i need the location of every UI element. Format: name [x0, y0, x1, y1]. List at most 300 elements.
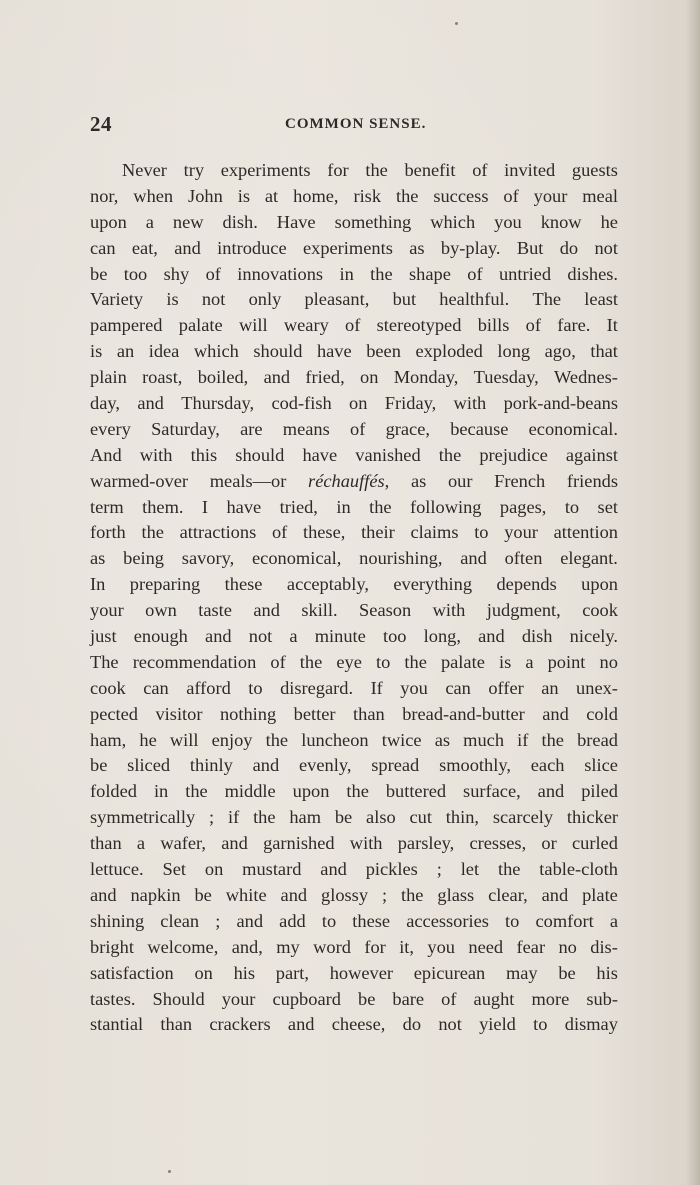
word: roast,	[142, 367, 183, 388]
word: The	[90, 651, 119, 672]
word: elegant.	[560, 548, 618, 569]
word: in	[336, 496, 351, 517]
word: thin,	[445, 807, 480, 828]
word: have	[226, 496, 262, 517]
word: a	[136, 833, 146, 854]
word: it,	[399, 936, 415, 957]
word: much	[463, 729, 505, 750]
word: be	[90, 263, 108, 284]
paper-speck	[168, 1170, 171, 1173]
word: if	[228, 807, 240, 828]
word: shining	[90, 910, 145, 931]
word: prejudice	[479, 444, 548, 465]
word: comfort	[535, 910, 594, 931]
word: healthful.	[439, 289, 510, 310]
word: cheese,	[331, 1014, 386, 1035]
word: often	[504, 548, 543, 569]
word: means	[282, 418, 330, 439]
word: their	[361, 522, 395, 543]
word: Should	[152, 988, 205, 1009]
word: upon	[90, 211, 127, 232]
word: try	[183, 160, 205, 180]
word: to	[321, 910, 337, 931]
text-line	[90, 857, 618, 883]
word: your	[90, 600, 124, 621]
word: ham,	[90, 729, 127, 750]
text-line	[90, 961, 618, 987]
word: fare.	[557, 315, 591, 336]
word: savory,	[181, 548, 235, 569]
word: the	[369, 496, 392, 517]
word: boiled,	[197, 367, 249, 388]
word: invited	[504, 160, 556, 180]
word: dish.	[222, 211, 258, 232]
word: the	[346, 781, 369, 802]
word: nothing	[219, 703, 277, 724]
word: to	[474, 522, 489, 543]
word: you	[427, 936, 455, 957]
word: Tuesday,	[473, 367, 539, 388]
word: is	[90, 341, 103, 362]
word: point	[547, 651, 586, 672]
word: no	[599, 651, 618, 672]
word: plain	[90, 367, 127, 388]
word: disregard.	[280, 677, 354, 698]
word: least	[584, 289, 618, 310]
word: and	[236, 910, 264, 931]
word: bright	[90, 936, 134, 957]
word: these,	[302, 522, 346, 543]
word: nor,	[90, 185, 119, 206]
word: pleasant,	[304, 289, 370, 310]
word: The	[532, 289, 562, 310]
word: thinly	[189, 755, 233, 776]
word: plate	[582, 884, 618, 905]
word: fear	[516, 936, 546, 957]
word: the	[497, 859, 521, 880]
word: aught	[473, 988, 515, 1009]
word: only	[248, 289, 282, 310]
word: of	[503, 185, 519, 206]
word: minute	[314, 626, 366, 647]
word: pork-and-beans	[503, 393, 618, 414]
word: nourishing,	[359, 548, 443, 569]
word: of	[525, 315, 541, 336]
word: at	[264, 185, 279, 206]
word: word	[313, 936, 351, 957]
word: and	[253, 600, 280, 621]
word: eye	[336, 651, 362, 672]
text-line	[90, 779, 618, 805]
word: buttered	[385, 781, 447, 802]
word: and	[478, 626, 505, 647]
word: And	[90, 444, 122, 465]
text-line	[90, 702, 618, 728]
word: of	[345, 315, 361, 336]
word: napkin	[130, 884, 181, 905]
word: on	[204, 859, 224, 880]
word: may	[505, 962, 538, 983]
word: bread-and-butter	[402, 703, 525, 724]
word: and	[542, 703, 569, 724]
text-line	[90, 339, 618, 365]
word: glossy	[321, 884, 369, 905]
word: against	[565, 444, 618, 465]
word: satisfaction	[90, 962, 174, 983]
word: and	[221, 833, 248, 854]
word: each	[530, 755, 565, 776]
word: let	[460, 859, 480, 880]
text-line	[90, 987, 618, 1013]
word: you	[400, 677, 428, 698]
word: more	[531, 988, 570, 1009]
word: ;	[215, 910, 221, 931]
word: being	[123, 548, 164, 569]
word: smoothly,	[439, 755, 511, 776]
word: have	[316, 341, 352, 362]
word: than	[90, 833, 122, 854]
word: the	[299, 651, 323, 672]
word: experiments	[302, 237, 393, 258]
word: lettuce.	[90, 859, 144, 880]
text-line	[90, 624, 618, 650]
word: introduce	[217, 237, 287, 258]
word: is	[498, 651, 512, 672]
word: exploded	[415, 341, 483, 362]
word: home,	[293, 185, 339, 206]
text-line	[90, 262, 618, 288]
word: But	[516, 237, 544, 258]
word: of	[441, 988, 457, 1009]
word: ;	[209, 807, 215, 828]
word: dish	[521, 626, 553, 647]
word: idea	[148, 341, 180, 362]
word: ;	[381, 884, 388, 905]
word: and	[280, 884, 308, 905]
word: your	[504, 522, 538, 543]
word: recommendation	[132, 651, 257, 672]
word: long,	[423, 626, 461, 647]
word: long	[497, 341, 531, 362]
word: your	[221, 988, 256, 1009]
word: and	[460, 548, 487, 569]
word: cod-fish	[271, 393, 332, 414]
word: pampered	[90, 315, 163, 336]
word: but	[392, 289, 417, 310]
word: as	[434, 729, 451, 750]
word: than	[353, 703, 385, 724]
word: stereotyped	[376, 315, 462, 336]
word: better	[293, 703, 336, 724]
word: clean	[160, 910, 200, 931]
word: pickles	[365, 859, 418, 880]
word: he	[600, 211, 618, 232]
word: the	[365, 160, 388, 180]
word: economical.	[528, 418, 618, 439]
word: be	[334, 807, 353, 828]
word: white	[225, 884, 267, 905]
word: also	[366, 807, 396, 828]
word: in	[153, 781, 169, 802]
word: dishes.	[567, 263, 618, 284]
word: of	[472, 160, 488, 180]
word: you	[494, 211, 522, 232]
word: the	[185, 781, 208, 802]
word: Thursday,	[181, 393, 255, 414]
word: tastes.	[90, 988, 136, 1009]
word: with	[453, 393, 487, 414]
word: will	[169, 729, 199, 750]
word: my	[276, 936, 300, 957]
word: the	[253, 807, 276, 828]
word: welcome,	[147, 936, 219, 957]
word: to	[375, 651, 391, 672]
word: not	[201, 289, 226, 310]
word: It	[606, 315, 618, 336]
text-line	[90, 469, 618, 495]
word: upon	[292, 781, 330, 802]
word: and	[205, 626, 232, 647]
word: cold	[586, 703, 618, 724]
word: French	[494, 470, 546, 491]
word: and	[174, 237, 201, 258]
word: evenly,	[299, 755, 352, 776]
word: friends	[566, 470, 618, 491]
word: of	[350, 418, 366, 439]
page-edge-shadow	[686, 0, 700, 1185]
word: fried,	[305, 367, 345, 388]
word: not	[594, 237, 618, 258]
word: not	[248, 626, 273, 647]
word: Monday,	[393, 367, 459, 388]
page-header	[90, 112, 618, 138]
word: the	[395, 185, 419, 206]
word: claims	[410, 522, 459, 543]
word: skill.	[301, 600, 338, 621]
word: is	[237, 185, 250, 206]
text-line	[90, 650, 618, 676]
text-line	[90, 728, 618, 754]
text-line	[90, 572, 618, 598]
word: preparing	[129, 574, 201, 595]
word: and	[90, 884, 117, 905]
word: upon	[581, 574, 618, 595]
word: own	[145, 600, 177, 621]
word: ham	[289, 807, 322, 828]
word: offer	[488, 677, 524, 698]
word: than	[160, 1014, 193, 1035]
word: risk	[353, 185, 382, 206]
word: middle	[224, 781, 276, 802]
word: enough	[133, 626, 188, 647]
word: need	[468, 936, 504, 957]
word: the	[438, 444, 462, 465]
word: an	[116, 341, 135, 362]
word: or	[541, 833, 557, 854]
word: and	[537, 781, 565, 802]
word: to	[248, 677, 263, 698]
word: on	[349, 393, 368, 414]
word: cut	[409, 807, 432, 828]
word: as	[410, 470, 427, 491]
word: depends	[496, 574, 557, 595]
word: Season	[359, 600, 412, 621]
text-line	[90, 210, 618, 236]
word: with	[349, 833, 383, 854]
text-line	[90, 158, 618, 184]
word: as	[409, 237, 425, 258]
word: to	[533, 1014, 548, 1035]
word: cook	[582, 600, 618, 621]
word: not	[438, 1014, 462, 1035]
word: warmed-over	[90, 470, 189, 491]
text-line	[90, 236, 618, 262]
word: luncheon	[301, 729, 369, 750]
word: his	[596, 962, 618, 983]
word: of	[271, 522, 288, 543]
word: and	[137, 393, 164, 414]
word: bare	[392, 988, 425, 1009]
word: Have	[276, 211, 316, 232]
text-line	[90, 1012, 618, 1038]
word: these	[352, 910, 391, 931]
word: if	[517, 729, 529, 750]
text-line	[90, 805, 618, 831]
word: grace,	[385, 418, 430, 439]
word: Set	[162, 859, 187, 880]
running-head: COMMON SENSE.	[285, 116, 427, 132]
word: will	[238, 315, 268, 336]
word: Never	[122, 160, 167, 180]
word: twice	[381, 729, 422, 750]
text-line	[90, 909, 618, 935]
word: pected	[90, 703, 138, 724]
text-line	[90, 443, 618, 469]
page-number: 24	[90, 112, 112, 136]
word: and	[263, 367, 291, 388]
word: visitor	[155, 703, 203, 724]
word: dis-	[590, 936, 618, 957]
text-line	[90, 520, 618, 546]
word: Saturday,	[151, 418, 220, 439]
word: taste	[198, 600, 232, 621]
word: no	[558, 936, 577, 957]
word: by-play.	[440, 237, 501, 258]
word: that	[590, 341, 618, 362]
word: vanished	[355, 444, 421, 465]
word: eat,	[131, 237, 158, 258]
word: been	[366, 341, 401, 362]
word: he	[139, 729, 157, 750]
word: innovations	[237, 263, 324, 284]
word: Wednes-	[554, 367, 618, 388]
word: folded	[90, 781, 137, 802]
word: with	[139, 444, 173, 465]
text-line	[90, 676, 618, 702]
body-paragraph	[90, 158, 618, 1038]
word: bills	[477, 315, 510, 336]
text-line	[90, 391, 618, 417]
word: with	[432, 600, 466, 621]
word: guests	[571, 160, 618, 180]
word: dismay	[564, 1014, 618, 1035]
word: the	[541, 729, 564, 750]
word: just	[90, 626, 117, 647]
word: symmetrically	[90, 807, 196, 828]
word: which	[193, 341, 239, 362]
word: however	[329, 962, 394, 983]
word: of	[270, 651, 286, 672]
word: set	[597, 496, 618, 517]
word: is	[166, 289, 179, 310]
word: nicely.	[569, 626, 618, 647]
word: forth	[90, 522, 126, 543]
word: can	[445, 677, 471, 698]
word: untried	[498, 263, 552, 284]
word: stantial	[90, 1014, 144, 1035]
word: and	[541, 884, 569, 905]
word: can	[143, 677, 169, 698]
word: part,	[275, 962, 309, 983]
word: every	[90, 418, 131, 439]
word: garnished	[263, 833, 335, 854]
word: attention	[553, 522, 618, 543]
word: term	[90, 496, 124, 517]
word: John	[188, 185, 223, 206]
word: cook	[90, 677, 126, 698]
word: parsley,	[397, 833, 455, 854]
word: our	[447, 470, 473, 491]
word: be	[558, 962, 576, 983]
word: success	[433, 185, 489, 206]
word: on	[360, 367, 379, 388]
text-line	[90, 287, 618, 313]
word: a	[289, 626, 298, 647]
word: a	[525, 651, 534, 672]
word: and,	[231, 936, 263, 957]
word: as	[90, 548, 106, 569]
word: do	[559, 237, 579, 258]
word: the	[265, 729, 289, 750]
word: ;	[436, 859, 442, 880]
word: the	[370, 263, 393, 284]
word: surface,	[463, 781, 521, 802]
word: bread	[577, 729, 618, 750]
word: benefit	[404, 160, 456, 180]
text-line	[90, 495, 618, 521]
word: cresses,	[469, 833, 527, 854]
paper-speck	[455, 22, 458, 25]
word: pages,	[499, 496, 547, 517]
word: should	[253, 341, 303, 362]
word: these	[224, 574, 263, 595]
word: ago,	[544, 341, 576, 362]
word: to	[505, 910, 520, 931]
word: glass	[437, 884, 475, 905]
word: acceptably,	[286, 574, 369, 595]
word: accessories	[406, 910, 489, 931]
word: slice	[584, 755, 618, 776]
word: the	[401, 884, 424, 905]
word: crackers	[209, 1014, 271, 1035]
word: tried,	[279, 496, 318, 517]
word: réchauffés,	[308, 470, 390, 491]
word: and	[287, 1014, 315, 1035]
word: palate	[440, 651, 485, 672]
text-line	[90, 546, 618, 572]
text-line	[90, 883, 618, 909]
word: meal	[582, 185, 618, 206]
